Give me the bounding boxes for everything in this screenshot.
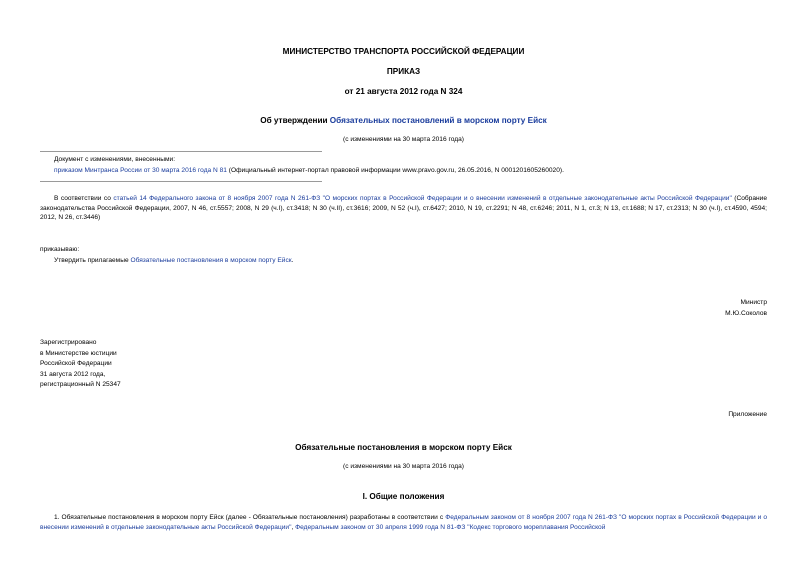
registration-line-1: Зарегистрировано [40,339,97,346]
document-title [40,116,767,126]
section-title: I. Общие положения [362,492,445,501]
clause-1-link-2[interactable]: Федеральным законом от 30 апреля 1999 года N 81-ФЗ "Кодекс торгового мореплавания Российской [295,523,606,531]
doc-type-heading: ПРИКАЗ [386,67,421,76]
changes-rest: (Официальный интернет-портал правовой информации www.pravo.gov.ru, 26.05.2016, N 0001201605260020). [226,167,564,174]
title-prefix: Об утверждении [260,116,330,125]
preamble-link[interactable]: статьей 14 Федерального закона от 8 ноября 2007 года N 261-ФЗ "О морских портах в Российской Федерации и о внесении изменений в отдельные законодательные акты Российской Федерации" [113,195,732,202]
divider-top [40,151,322,152]
approve-line [54,256,294,266]
doc-date-heading: от 21 августа 2012 года N 324 [344,87,463,96]
title-link[interactable]: Обязательных постановлений в морском порту Ейск [329,116,547,125]
approve-link[interactable]: Обязательные постановления в морском порту Ейск [130,257,292,264]
order-word: приказываю: [40,246,80,253]
appendix-label: Приложение [728,411,767,418]
preamble-prefix: В соответствии со [54,195,114,202]
preamble-rest: (Собрание законодательства Российской Федерации, 2007, N 46, ст.5557; 2008, N 29 (ч.I), ст.3418; N 30 (ч.II), ст.3616; 2009, N 52 (ч.I), ст.6427; 2010, N 19, ст.2291; N 48, ст.6246; 2011, N 1, ст.3; N 13, ст.1688; N 17, ст.2313; N 30 (ч.I), ст.4590, 4594; 2012, N 26, ст.3446) [40,195,767,221]
preamble-paragraph [40,194,767,223]
appendix-amendments-note: (с изменениями на 30 марта 2016 года) [343,463,464,470]
registration-line-2: в Министерстве юстиции [40,350,117,357]
signature-name: М.Ю.Соколов [725,310,767,317]
changes-intro: Документ с изменениями, внесенными: [54,156,176,163]
registration-line-4: 31 августа 2012 года, [40,371,106,378]
approve-suffix: . [291,257,294,264]
approve-prefix: Утвердить прилагаемые [54,257,131,264]
clause-1-prefix: 1. Обязательные постановления в морском порту Ейск (далее - Обязательные постановления) разработаны в соответствии с [54,514,446,521]
registration-line-5: регистрационный N 25347 [40,381,121,388]
changes-link[interactable]: приказом Минтранса России от 30 марта 2016 года N 81 [54,167,227,174]
clause-1-paragraph [40,513,767,532]
signature-position: Министр [740,299,767,306]
appendix-title: Обязательные постановления в морском порту Ейск [295,443,512,452]
clause-1-link-1[interactable]: Федеральным законом от 8 ноября 2007 года N 261-ФЗ "О морских портах в Российской Федерации и о внесении изменений в отдельные законодательные акты Российской Федерации" [40,514,768,531]
divider-bottom [40,181,322,182]
clause-1-sep: , [291,523,296,531]
amendments-note: (с изменениями на 30 марта 2016 года) [343,136,464,143]
ministry-heading: МИНИСТЕРСТВО ТРАНСПОРТА РОССИЙСКОЙ ФЕДЕРАЦИИ [282,47,525,56]
changes-line [54,166,767,176]
registration-line-3: Российской Федерации [40,360,112,367]
